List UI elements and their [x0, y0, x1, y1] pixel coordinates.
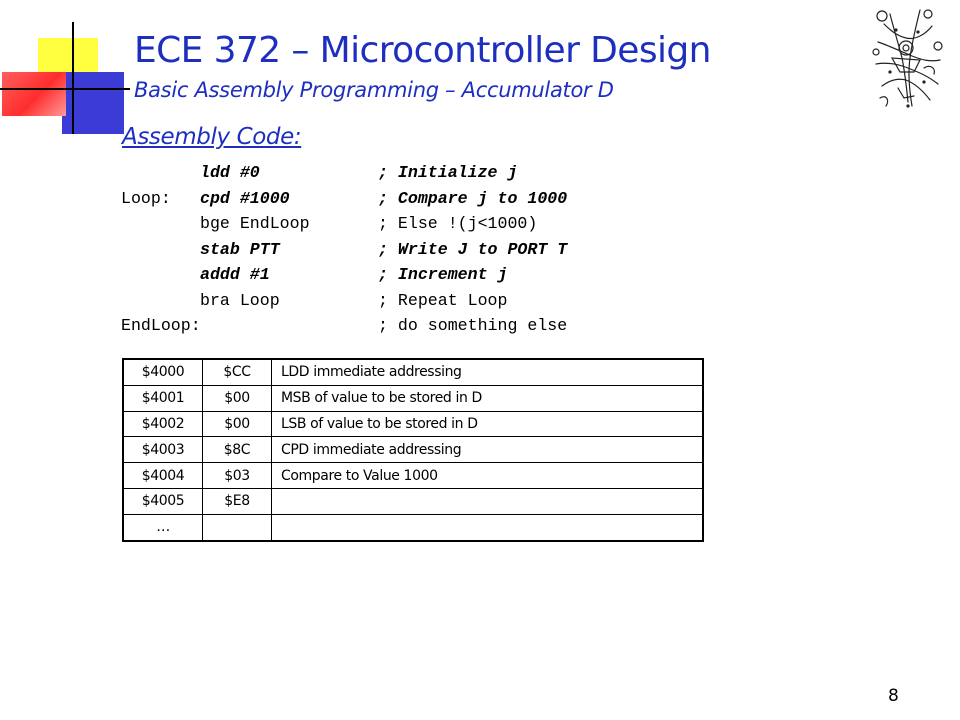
memory-address-cell: $4005 — [123, 488, 203, 514]
assembly-code-block — [121, 160, 567, 339]
table-row — [123, 514, 703, 540]
code-instruction: ldd #0 — [200, 163, 260, 182]
table-row — [123, 359, 703, 385]
memory-address-cell: $4003 — [123, 437, 203, 463]
table-row — [123, 488, 703, 514]
memory-address-cell: $4001 — [123, 385, 203, 411]
table-row — [123, 437, 703, 463]
code-instruction: bge EndLoop — [200, 214, 310, 233]
code-label: Loop: — [121, 188, 171, 208]
code-comment: ; Else !(j<1000) — [378, 214, 538, 233]
code-line — [121, 313, 567, 339]
table-row — [123, 385, 703, 411]
memory-value-cell: $E8 — [203, 488, 272, 514]
code-comment: ; Compare j to 1000 — [378, 188, 568, 208]
memory-description-cell: Compare to Value 1000 — [272, 463, 704, 489]
memory-address-cell: $4002 — [123, 411, 203, 437]
table-row — [123, 463, 703, 489]
memory-value-cell: $03 — [203, 463, 272, 489]
code-label: EndLoop: — [121, 316, 201, 335]
code-line — [121, 160, 567, 186]
memory-address-cell: $4004 — [123, 463, 203, 489]
code-label — [121, 211, 200, 237]
memory-value-cell: $CC — [203, 359, 272, 385]
page-number: 8 — [888, 686, 899, 706]
memory-description-cell: LSB of value to be stored in D — [272, 411, 704, 437]
memory-value-cell: $00 — [203, 411, 272, 437]
memory-value-cell: $00 — [203, 385, 272, 411]
code-label — [121, 160, 200, 186]
code-instruction: stab PTT — [200, 239, 280, 259]
memory-value-cell — [203, 514, 272, 540]
code-label — [121, 288, 200, 314]
deco-red-square — [2, 72, 66, 116]
memory-description-cell — [272, 488, 704, 514]
code-line — [121, 211, 567, 237]
code-line — [121, 288, 567, 314]
code-instruction: addd #1 — [200, 265, 270, 284]
memory-address-cell: … — [123, 514, 203, 540]
deco-horizontal-line — [0, 88, 130, 90]
code-comment: ; Write J to PORT T — [378, 239, 568, 259]
memory-map-table — [122, 358, 704, 542]
code-label — [121, 237, 200, 263]
code-instruction: cpd #1000 — [200, 188, 290, 208]
table-row — [123, 411, 703, 437]
slide-title: ECE 372 – Microcontroller Design — [134, 30, 711, 71]
logo-icon — [868, 2, 946, 112]
deco-vertical-line — [72, 22, 74, 134]
code-comment: ; Repeat Loop — [378, 290, 508, 310]
memory-value-cell: $8C — [203, 437, 272, 463]
code-comment: ; do something else — [378, 316, 568, 335]
code-line — [121, 262, 567, 288]
code-line — [121, 237, 567, 263]
code-line — [121, 186, 567, 212]
code-comment: ; Increment j — [378, 265, 508, 284]
slide-subtitle: Basic Assembly Programming – Accumulator D — [134, 78, 614, 102]
code-label — [121, 262, 200, 288]
memory-description-cell: LDD immediate addressing — [272, 359, 704, 385]
memory-description-cell: MSB of value to be stored in D — [272, 385, 704, 411]
memory-address-cell: $4000 — [123, 359, 203, 385]
section-heading: Assembly Code: — [122, 124, 302, 150]
code-comment: ; Initialize j — [378, 163, 518, 182]
code-instruction — [200, 313, 378, 339]
memory-description-cell: CPD immediate addressing — [272, 437, 704, 463]
memory-description-cell — [272, 514, 704, 540]
code-instruction: bra Loop — [200, 290, 280, 310]
